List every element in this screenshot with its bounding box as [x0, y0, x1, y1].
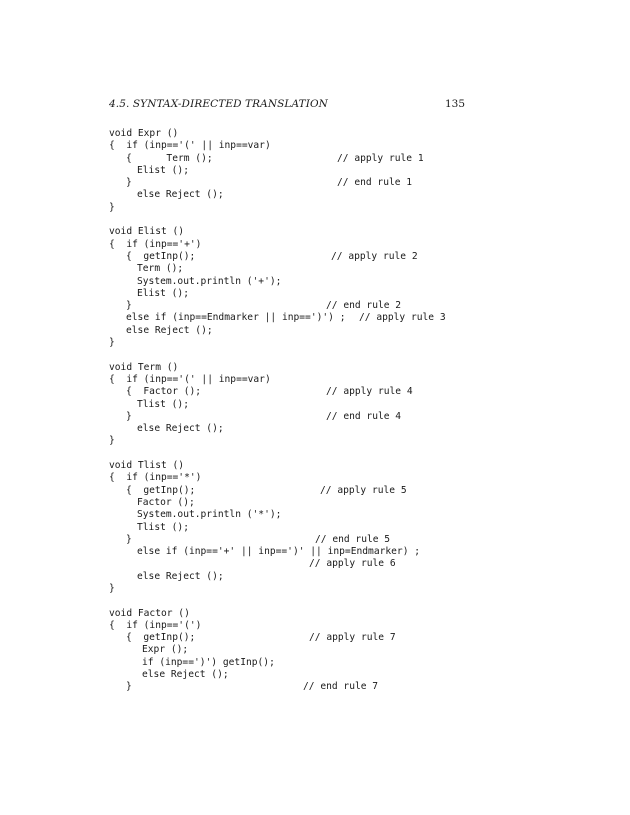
- code-line: [109, 657, 529, 669]
- code-line: [109, 632, 529, 644]
- code-line: [109, 460, 529, 472]
- code-line: [109, 202, 529, 214]
- code-line: [109, 583, 529, 595]
- code-line: [109, 644, 529, 656]
- code-text: }: [109, 201, 115, 213]
- code-text: System.out.println ('*');: [137, 509, 282, 521]
- section-title: 4.5. SYNTAX-DIRECTED TRANSLATION: [109, 98, 328, 110]
- code-text: else if (inp=='+' || inp==')' || inp=Endmarker) ;: [137, 546, 421, 558]
- code-line: [109, 276, 529, 288]
- code-text: { if (inp=='('): [109, 619, 202, 631]
- code-line: [109, 239, 529, 251]
- code-line: [109, 226, 529, 238]
- code-text: void Term (): [109, 361, 179, 373]
- code-line: [109, 509, 529, 521]
- code-text: else Reject ();: [137, 189, 224, 201]
- code-text: { if (inp=='(' || inp==var): [109, 373, 271, 385]
- code-line: [109, 620, 529, 632]
- code-line: [109, 423, 529, 435]
- code-text: Factor ();: [137, 496, 195, 508]
- code-line: [109, 374, 529, 386]
- code-line: [109, 177, 529, 189]
- code-comment: // apply rule 4: [326, 386, 413, 398]
- code-line: [109, 608, 529, 620]
- code-listing: [109, 128, 529, 694]
- code-text: else Reject ();: [126, 324, 213, 336]
- code-comment: // apply rule 5: [320, 484, 407, 496]
- code-line: [109, 288, 529, 300]
- code-comment: // apply rule 3: [359, 312, 446, 324]
- code-comment: // end rule 1: [337, 177, 413, 189]
- code-line: [109, 128, 529, 140]
- code-text: }: [126, 533, 132, 545]
- code-line: [109, 522, 529, 534]
- code-text: Tlist ();: [137, 521, 189, 533]
- code-comment: // end rule 5: [315, 533, 391, 545]
- code-line: [109, 435, 529, 447]
- code-text: void Expr (): [109, 128, 179, 139]
- code-text: else if (inp==Endmarker || inp==')') ;: [126, 312, 346, 324]
- code-line: [109, 300, 529, 312]
- code-line: [109, 472, 529, 484]
- code-comment: // apply rule 6: [309, 558, 396, 570]
- code-text: Tlist ();: [137, 398, 189, 410]
- code-line: [109, 571, 529, 583]
- code-line: [109, 595, 529, 607]
- page-number: 135: [444, 98, 465, 110]
- code-text: }: [109, 435, 115, 447]
- code-line: [109, 214, 529, 226]
- code-line: [109, 681, 529, 693]
- code-line: [109, 251, 529, 263]
- code-text: System.out.println ('+');: [137, 275, 282, 287]
- code-text: { getInp();: [126, 250, 196, 262]
- code-line: [109, 558, 529, 570]
- code-line: [109, 386, 529, 398]
- code-line: [109, 153, 529, 165]
- code-line: [109, 189, 529, 201]
- code-line: [109, 325, 529, 337]
- code-text: else Reject ();: [137, 423, 224, 435]
- page-header: [109, 98, 465, 114]
- code-line: [109, 362, 529, 374]
- code-line: [109, 485, 529, 497]
- code-line: [109, 349, 529, 361]
- code-text: Term ();: [137, 263, 184, 275]
- code-line: [109, 497, 529, 509]
- code-comment: // apply rule 2: [331, 250, 418, 262]
- code-text: Expr ();: [142, 644, 189, 656]
- code-comment: // apply rule 7: [309, 632, 396, 644]
- code-text: else Reject ();: [137, 570, 224, 582]
- code-text: }: [109, 337, 115, 349]
- code-text: void Tlist (): [109, 460, 185, 472]
- code-comment: // end rule 7: [303, 681, 379, 693]
- code-line: [109, 140, 529, 152]
- code-comment: // end rule 2: [326, 300, 402, 312]
- code-text: }: [126, 300, 132, 312]
- code-text: { Factor ();: [126, 386, 202, 398]
- code-comment: // end rule 4: [326, 410, 402, 422]
- code-text: }: [126, 410, 132, 422]
- code-line: [109, 546, 529, 558]
- code-line: [109, 263, 529, 275]
- code-text: }: [126, 681, 132, 693]
- code-text: { getInp();: [126, 632, 196, 644]
- code-line: [109, 669, 529, 681]
- code-text: if (inp==')') getInp();: [142, 656, 275, 668]
- code-text: { Term ();: [126, 152, 213, 164]
- code-line: [109, 165, 529, 177]
- code-line: [109, 399, 529, 411]
- code-text: { if (inp=='(' || inp==var): [109, 140, 271, 152]
- code-line: [109, 534, 529, 546]
- code-comment: // apply rule 1: [337, 152, 424, 164]
- code-text: { getInp();: [126, 484, 196, 496]
- code-text: void Factor (): [109, 607, 190, 619]
- code-text: }: [109, 582, 115, 594]
- code-text: { if (inp=='+'): [109, 238, 202, 250]
- code-line: [109, 337, 529, 349]
- code-text: Elist ();: [137, 164, 189, 176]
- code-line: [109, 312, 529, 324]
- code-text: else Reject ();: [142, 669, 229, 681]
- code-text: { if (inp=='*'): [109, 472, 202, 484]
- code-text: }: [126, 177, 132, 189]
- code-text: Elist ();: [137, 287, 189, 299]
- code-line: [109, 448, 529, 460]
- code-line: [109, 411, 529, 423]
- code-text: void Elist (): [109, 226, 185, 238]
